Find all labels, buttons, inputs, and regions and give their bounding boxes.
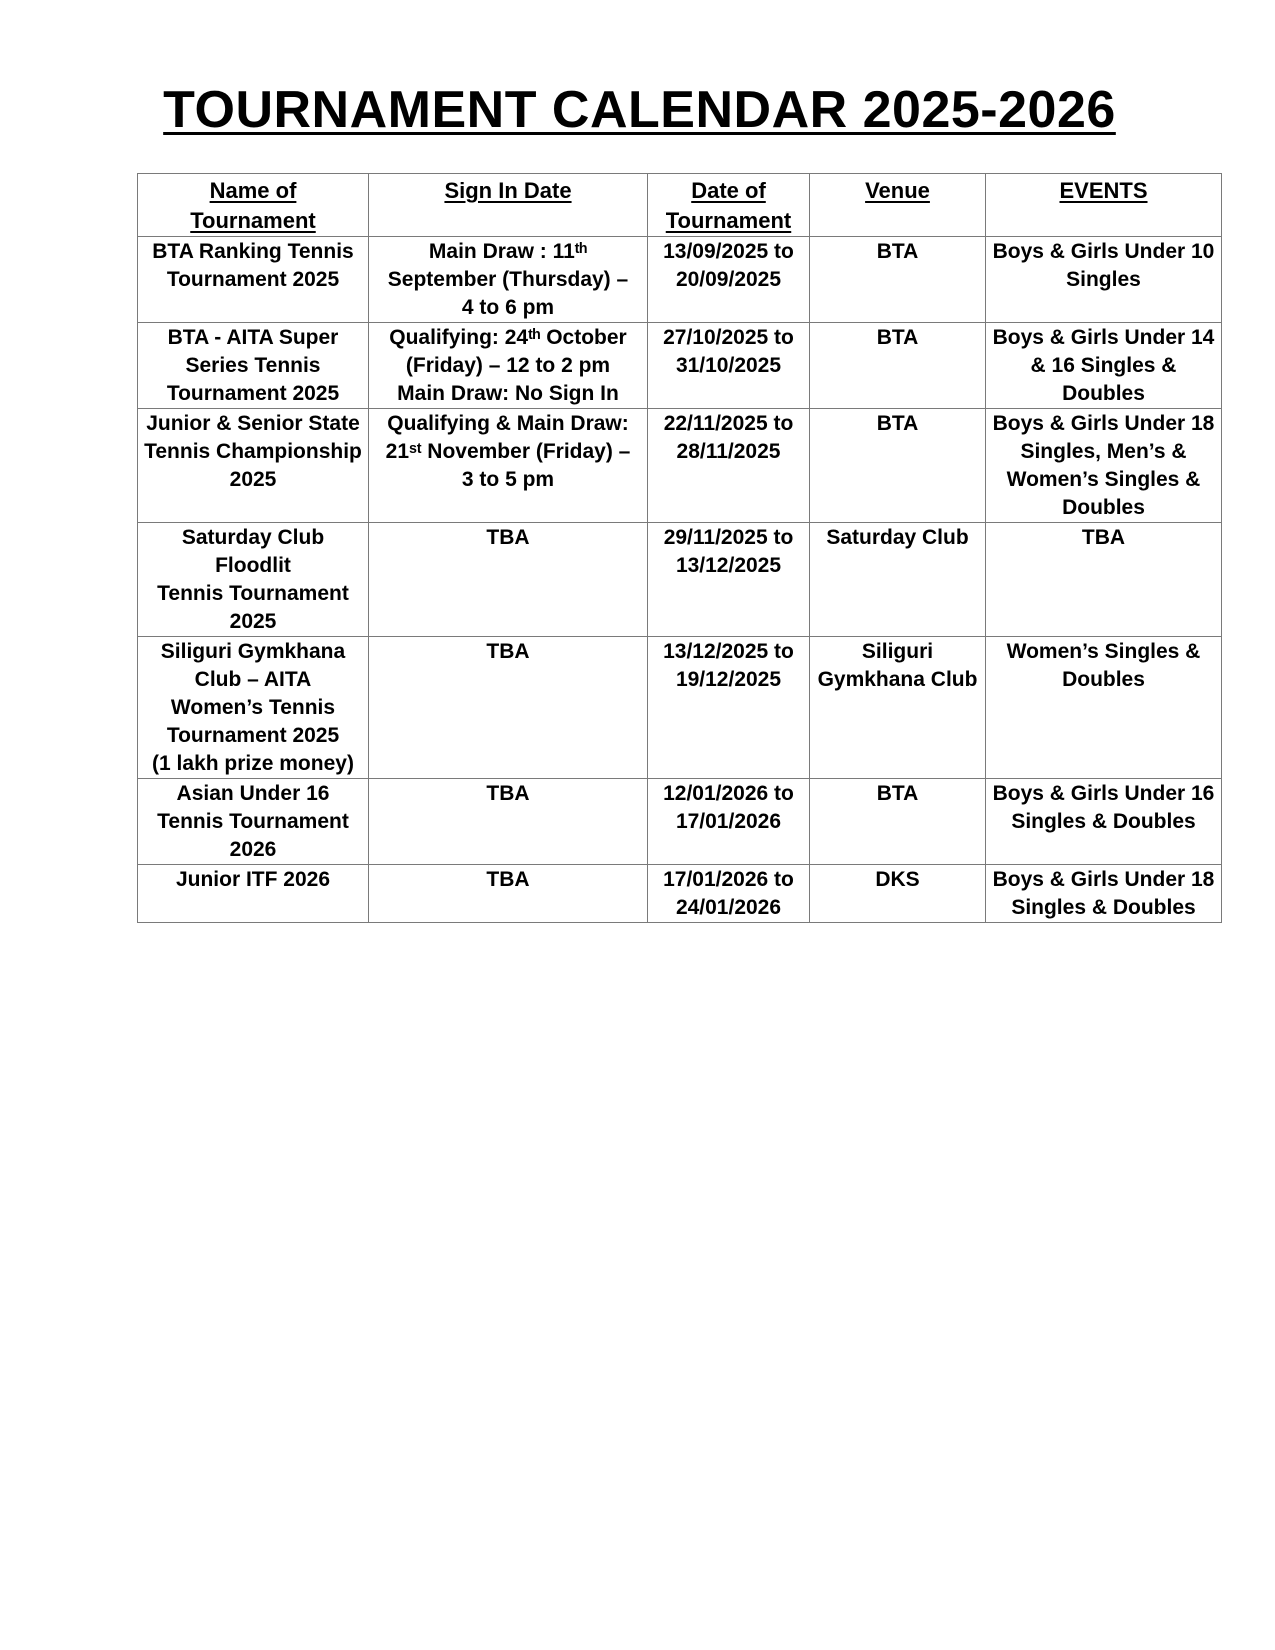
table-row	[138, 637, 1222, 779]
cell-venue: Saturday Club	[810, 523, 986, 637]
cell-events: TBA	[986, 523, 1222, 637]
cell-sign-in-date: Main Draw : 11ᵗʰ September (Thursday) – 4 to 6 pm	[369, 237, 648, 323]
cell-sign-in-date: Qualifying & Main Draw: 21ˢᵗ November (Friday) – 3 to 5 pm	[369, 409, 648, 523]
cell-venue: Siliguri Gymkhana Club	[810, 637, 986, 779]
tournament-table	[137, 173, 1222, 923]
header-venue: Venue	[810, 174, 986, 237]
table-row	[138, 237, 1222, 323]
cell-venue: BTA	[810, 323, 986, 409]
cell-tournament-name: Saturday Club Floodlit Tennis Tournament 2025	[138, 523, 369, 637]
cell-sign-in-date: Qualifying: 24ᵗʰ October (Friday) – 12 to 2 pm Main Draw: No Sign In	[369, 323, 648, 409]
cell-tournament-dates: 27/10/2025 to 31/10/2025	[648, 323, 810, 409]
cell-tournament-dates: 12/01/2026 to 17/01/2026	[648, 779, 810, 865]
header-name-of-tournament: Name of Tournament	[138, 174, 369, 237]
cell-tournament-dates: 13/09/2025 to 20/09/2025	[648, 237, 810, 323]
header-sign-in-date: Sign In Date	[369, 174, 648, 237]
header-events: EVENTS	[986, 174, 1222, 237]
cell-events: Boys & Girls Under 18 Singles & Doubles	[986, 865, 1222, 923]
cell-tournament-dates: 29/11/2025 to 13/12/2025	[648, 523, 810, 637]
table-header-row	[138, 174, 1222, 237]
cell-sign-in-date: TBA	[369, 523, 648, 637]
cell-tournament-name: Junior ITF 2026	[138, 865, 369, 923]
cell-sign-in-date: TBA	[369, 779, 648, 865]
cell-events: Boys & Girls Under 18 Singles, Men’s & Women’s Singles & Doubles	[986, 409, 1222, 523]
cell-tournament-name: BTA - AITA Super Series Tennis Tournament 2025	[138, 323, 369, 409]
table-row	[138, 523, 1222, 637]
cell-events: Boys & Girls Under 14 & 16 Singles & Doubles	[986, 323, 1222, 409]
page-title: TOURNAMENT CALENDAR 2025-2026	[163, 81, 1116, 139]
cell-venue: BTA	[810, 237, 986, 323]
cell-tournament-dates: 13/12/2025 to 19/12/2025	[648, 637, 810, 779]
cell-venue: DKS	[810, 865, 986, 923]
table-row	[138, 323, 1222, 409]
cell-tournament-dates: 22/11/2025 to 28/11/2025	[648, 409, 810, 523]
cell-sign-in-date: TBA	[369, 637, 648, 779]
cell-tournament-dates: 17/01/2026 to 24/01/2026	[648, 865, 810, 923]
cell-tournament-name: Junior & Senior State Tennis Championship 2025	[138, 409, 369, 523]
cell-sign-in-date: TBA	[369, 865, 648, 923]
cell-events: Women’s Singles & Doubles	[986, 637, 1222, 779]
cell-events: Boys & Girls Under 10 Singles	[986, 237, 1222, 323]
cell-events: Boys & Girls Under 16 Singles & Doubles	[986, 779, 1222, 865]
cell-venue: BTA	[810, 409, 986, 523]
cell-tournament-name: Asian Under 16 Tennis Tournament 2026	[138, 779, 369, 865]
cell-tournament-name: BTA Ranking Tennis Tournament 2025	[138, 237, 369, 323]
table-row	[138, 865, 1222, 923]
header-date-of-tournament: Date of Tournament	[648, 174, 810, 237]
table-row	[138, 409, 1222, 523]
cell-tournament-name: Siliguri Gymkhana Club – AITA Women’s Tennis Tournament 2025 (1 lakh prize money)	[138, 637, 369, 779]
table-row	[138, 779, 1222, 865]
cell-venue: BTA	[810, 779, 986, 865]
